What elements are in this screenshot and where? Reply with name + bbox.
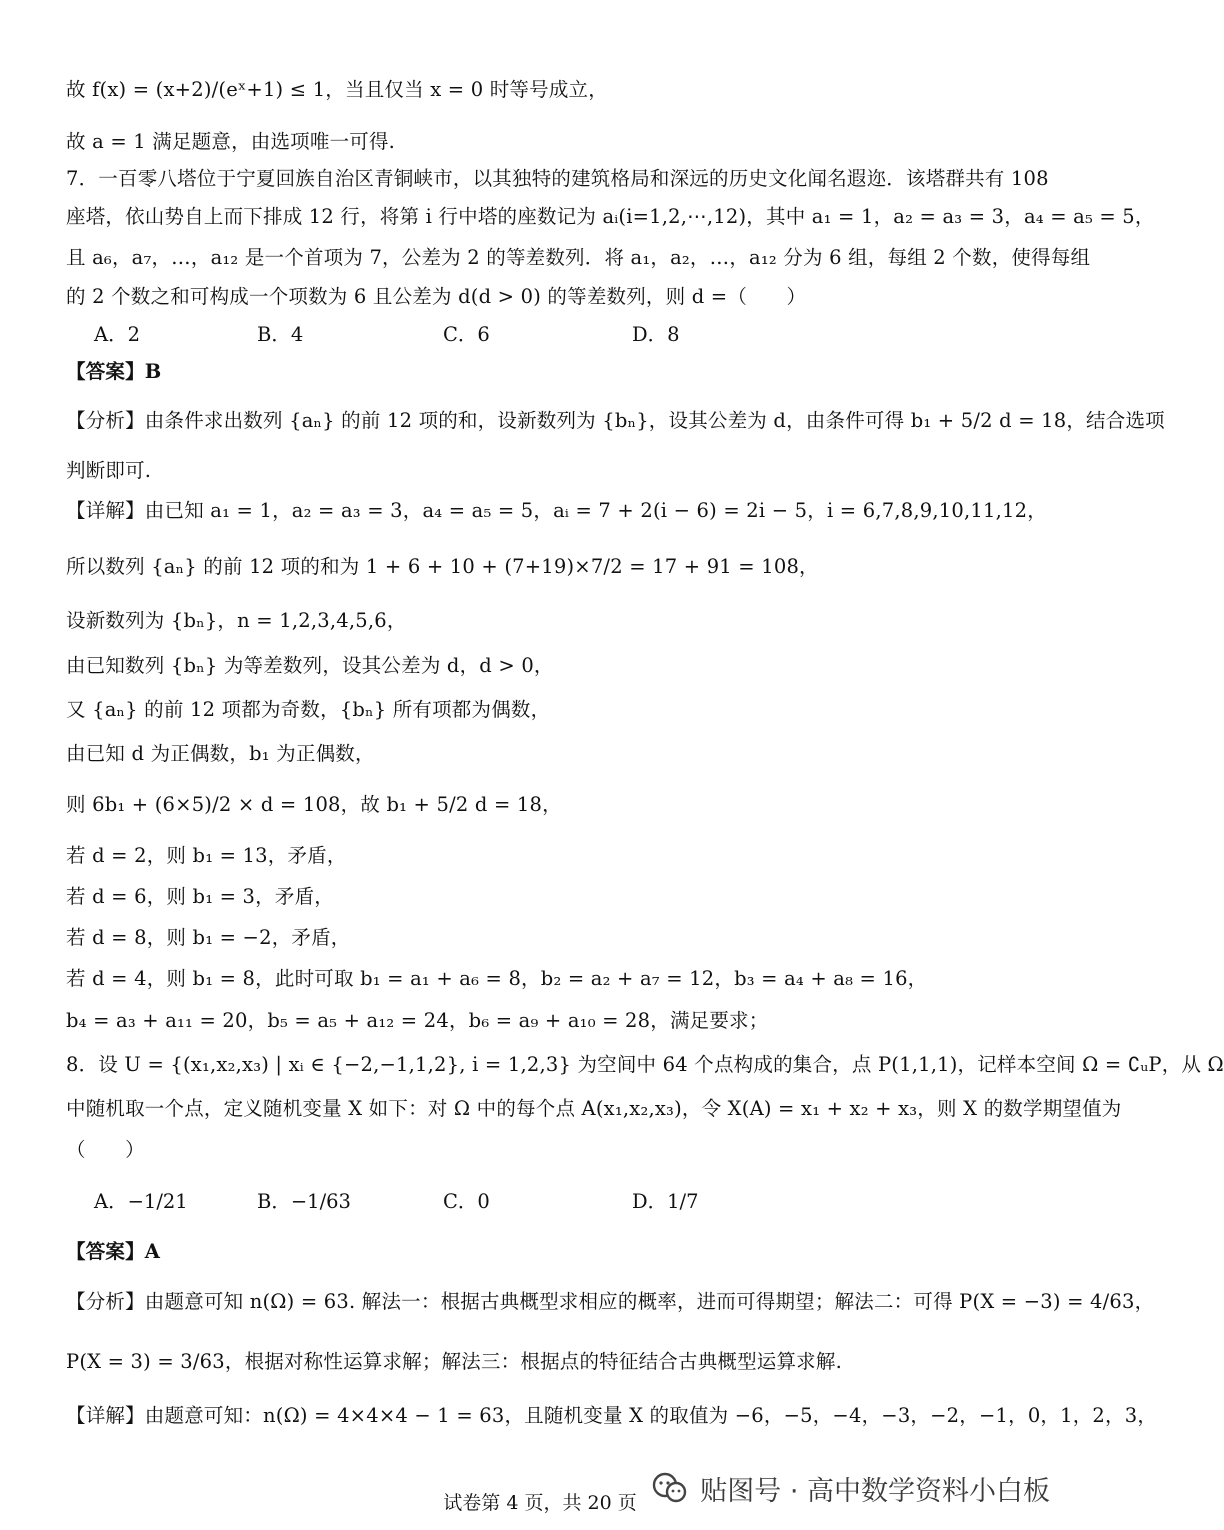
solution-text: 由已知数列 {bₙ} 为等差数列，设其公差为 d，d > 0，: [66, 654, 554, 677]
question-7-stem: 的 2 个数之和可构成一个项数为 6 且公差为 d(d > 0) 的等差数列，则 d =（ ）: [66, 285, 807, 308]
analysis-text: 【分析】由题意可知 n(Ω) = 63. 解法一：根据古典概型求相应的概率，进而可得期望；解法二：可得 P(X = −3) = 4/63，: [66, 1290, 1155, 1313]
q7-option-c: C．6: [443, 323, 490, 346]
answer-label: 【答案】B: [66, 360, 162, 383]
solution-text: 则 6b₁ + (6×5)/2 × d = 108，故 b₁ + 5/2 d = 18，: [66, 793, 562, 816]
solution-text: b₄ = a₃ + a₁₁ = 20，b₅ = a₅ + a₁₂ = 24，b₆ = a₉ + a₁₀ = 28，满足要求；: [66, 1009, 769, 1032]
question-8-stem: （ ）: [66, 1138, 145, 1161]
analysis-text: 【分析】由条件求出数列 {aₙ} 的前 12 项的和，设新数列为 {bₙ}，设其公差为 d，由条件可得 b₁ + 5/2 d = 18，结合选项: [66, 409, 1165, 432]
text-line: 故 f(x) = (x+2)/(eˣ+1) ≤ 1，当且仅当 x = 0 时等号成立，: [66, 78, 608, 101]
solution-text: 【详解】由题意可知：n(Ω) = 4×4×4 − 1 = 63，且随机变量 X 的取值为 −6，−5，−4，−3，−2，−1，0，1，2，3，: [66, 1404, 1158, 1427]
q7-option-d: D．8: [632, 323, 680, 346]
solution-text: 若 d = 6，则 b₁ = 3，矛盾，: [66, 885, 334, 908]
q8-option-c: C．0: [443, 1190, 490, 1213]
solution-text: 【详解】由已知 a₁ = 1，a₂ = a₃ = 3，a₄ = a₅ = 5，aᵢ = 7 + 2(i − 6) = 2i − 5，i = 6,7,8,9,10,11,12，: [66, 499, 1047, 522]
analysis-text: 判断即可.: [66, 459, 152, 482]
solution-text: 所以数列 {aₙ} 的前 12 项的和为 1 + 6 + 10 + (7+19)×7/2 = 17 + 91 = 108，: [66, 555, 819, 578]
watermark-text: 贴图号 · 高中数学资料小白板: [700, 1475, 1050, 1507]
q8-option-b: B．−1/63: [257, 1190, 351, 1213]
solution-text: 若 d = 8，则 b₁ = −2，矛盾，: [66, 926, 351, 949]
question-7-stem: 且 a₆，a₇，…，a₁₂ 是一个首项为 7，公差为 2 的等差数列．将 a₁，a₂，…，a₁₂ 分为 6 组，每组 2 个数，使得每组: [66, 246, 1091, 269]
question-8-stem: 8．设 U = {(x₁,x₂,x₃) | xᵢ ∈ {−2,−1,1,2}, i = 1,2,3} 为空间中 64 个点构成的集合，点 P(1,1,1)，记样本空间 Ω = ∁ᵤP，从 Ω: [66, 1053, 1224, 1076]
analysis-text: P(X = 3) = 3/63，根据对称性运算求解；解法三：根据点的特征结合古典概型运算求解.: [66, 1350, 842, 1373]
page-footer: 试卷第 4 页，共 20 页: [443, 1492, 637, 1514]
chat-bubble-icon: [650, 1468, 690, 1508]
q7-option-b: B．4: [257, 323, 304, 346]
text-line: 故 a = 1 满足题意，由选项唯一可得.: [66, 130, 396, 153]
watermark: [650, 1465, 1050, 1511]
q8-option-a: A．−1/21: [94, 1190, 188, 1213]
solution-text: 若 d = 4，则 b₁ = 8，此时可取 b₁ = a₁ + a₆ = 8，b₂ = a₂ + a₇ = 12，b₃ = a₄ + a₈ = 16，: [66, 967, 928, 990]
q8-option-d: D．1/7: [632, 1190, 699, 1213]
solution-text: 又 {aₙ} 的前 12 项都为奇数，{bₙ} 所有项都为偶数，: [66, 698, 551, 721]
solution-text: 若 d = 2，则 b₁ = 13，矛盾，: [66, 844, 347, 867]
q7-option-a: A．2: [94, 323, 140, 346]
question-8-stem: 中随机取一个点，定义随机变量 X 如下：对 Ω 中的每个点 A(x₁,x₂,x₃)，令 X(A) = x₁ + x₂ + x₃，则 X 的数学期望值为: [66, 1097, 1122, 1120]
question-7-stem: 座塔，依山势自上而下排成 12 行，将第 i 行中塔的座数记为 aᵢ(i=1,2,⋯,12)，其中 a₁ = 1，a₂ = a₃ = 3，a₄ = a₅ = 5，: [66, 205, 1155, 228]
question-7-stem: 7．一百零八塔位于宁夏回族自治区青铜峡市，以其独特的建筑格局和深远的历史文化闻名遐迩．该塔群共有 108: [66, 167, 1049, 190]
answer-label: 【答案】A: [66, 1240, 161, 1263]
solution-text: 由已知 d 为正偶数，b₁ 为正偶数，: [66, 742, 375, 765]
solution-text: 设新数列为 {bₙ}，n = 1,2,3,4,5,6，: [66, 609, 407, 632]
